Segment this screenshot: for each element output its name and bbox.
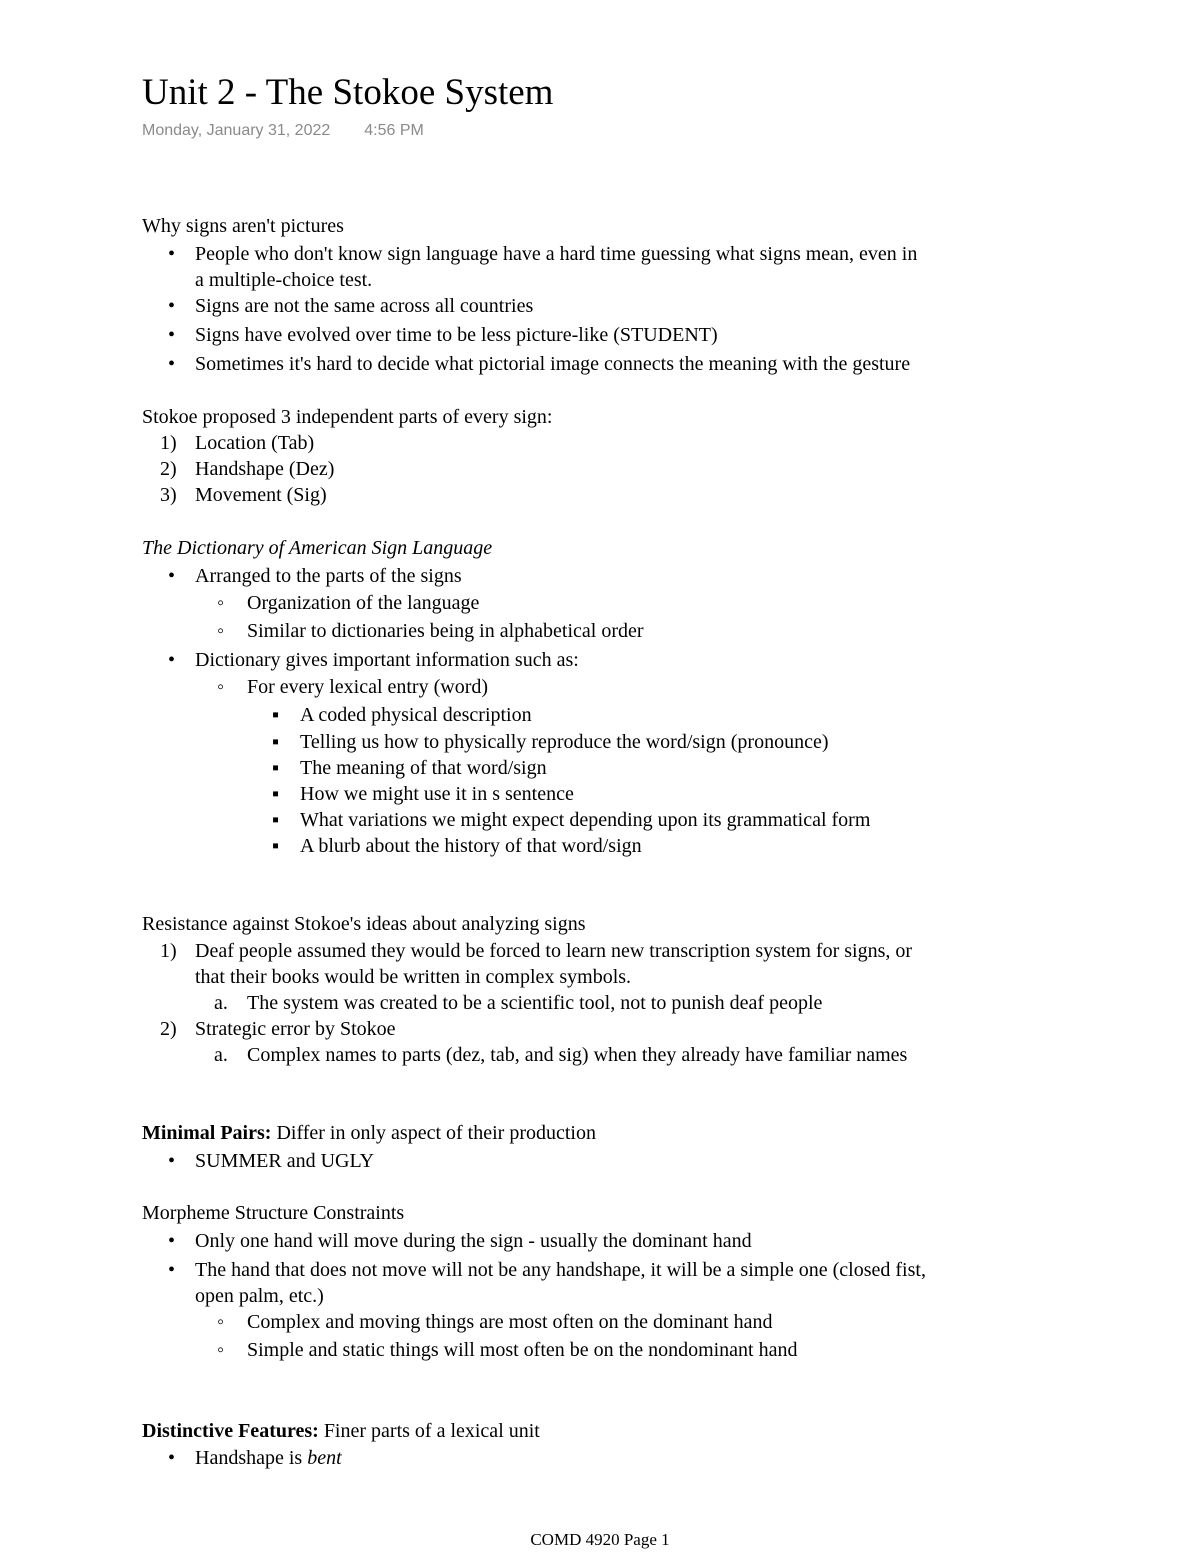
- sub-bullet-marker: [217, 1309, 224, 1335]
- sub-list-item: Complex and moving things are most often on the dominant hand: [247, 1311, 773, 1333]
- square-bullet-marker: [272, 833, 279, 859]
- bullet-marker: [168, 322, 175, 348]
- section-heading-msc: Morpheme Structure Constraints: [142, 1202, 405, 1224]
- bullet-marker: [168, 1228, 175, 1254]
- sub-sub-list-item: A coded physical description: [300, 704, 532, 726]
- section-heading-resistance: Resistance against Stokoe's ideas about analyzing signs: [142, 913, 586, 935]
- list-number: 1): [160, 940, 177, 962]
- page-title: Unit 2 - The Stokoe System: [142, 72, 554, 113]
- list-letter: a.: [214, 992, 228, 1014]
- section-heading-dictionary: The Dictionary of American Sign Language: [142, 537, 493, 559]
- list-item: Only one hand will move during the sign - usually the dominant hand: [195, 1230, 752, 1252]
- list-letter: a.: [214, 1044, 228, 1066]
- list-item: Sometimes it's hard to decide what pictorial image connects the meaning with the gesture: [195, 353, 911, 375]
- list-item: The hand that does not move will not be any handshape, it will be a simple one (closed fist,: [195, 1259, 926, 1281]
- bullet-marker: [168, 1148, 175, 1174]
- list-item: Signs have evolved over time to be less picture-like (STUDENT): [195, 324, 718, 346]
- list-item: Signs are not the same across all countries: [195, 295, 534, 317]
- list-number: 3): [160, 484, 177, 506]
- emphasis-text: bent: [307, 1447, 342, 1469]
- sub-list-item: Similar to dictionaries being in alphabetical order: [247, 620, 644, 642]
- square-bullet-marker: [272, 729, 279, 755]
- list-item-continuation: a multiple-choice test.: [195, 269, 373, 291]
- list-item: Arranged to the parts of the signs: [195, 565, 462, 587]
- sub-bullet-marker: [217, 674, 224, 700]
- sub-list-item: Organization of the language: [247, 592, 480, 614]
- section-heading-why: Why signs aren't pictures: [142, 215, 344, 237]
- term-distinctive-features: Distinctive Features:: [142, 1420, 319, 1442]
- bullet-marker: [168, 1257, 175, 1283]
- list-item: Location (Tab): [195, 432, 315, 454]
- list-item: Strategic error by Stokoe: [195, 1018, 396, 1040]
- list-item: Movement (Sig): [195, 484, 327, 506]
- square-bullet-marker: [272, 702, 279, 728]
- square-bullet-marker: [272, 807, 279, 833]
- list-item: [195, 1445, 342, 1471]
- list-item: Dictionary gives important information such as:: [195, 649, 579, 671]
- list-number: 1): [160, 432, 177, 454]
- definition-distinctive-features: [142, 1418, 540, 1444]
- sub-list-item: Simple and static things will most often be on the nondominant hand: [247, 1339, 798, 1361]
- section-heading-stokoe: Stokoe proposed 3 independent parts of every sign:: [142, 406, 553, 428]
- square-bullet-marker: [272, 781, 279, 807]
- list-number: 2): [160, 1018, 177, 1040]
- definition-minimal-pairs: [142, 1120, 596, 1146]
- bullet-marker: [168, 241, 175, 267]
- sub-bullet-marker: [217, 1337, 224, 1363]
- sub-sub-list-item: Telling us how to physically reproduce the word/sign (pronounce): [300, 731, 829, 753]
- list-item: Handshape (Dez): [195, 458, 335, 480]
- list-item: People who don't know sign language have a hard time guessing what signs mean, even in: [195, 243, 918, 265]
- bullet-marker: [168, 647, 175, 673]
- bullet-marker: [168, 293, 175, 319]
- bullet-marker: [168, 563, 175, 589]
- list-number: 2): [160, 458, 177, 480]
- definition-text: Finer parts of a lexical unit: [318, 1420, 540, 1442]
- sub-bullet-marker: [217, 590, 224, 616]
- list-item: SUMMER and UGLY: [195, 1150, 375, 1172]
- sub-bullet-marker: [217, 618, 224, 644]
- sub-sub-list-item: A blurb about the history of that word/sign: [300, 835, 642, 857]
- bullet-marker: [168, 1445, 175, 1471]
- sub-list-item: Complex names to parts (dez, tab, and sig) when they already have familiar names: [247, 1044, 908, 1066]
- bullet-marker: [168, 351, 175, 377]
- note-timestamp: [142, 122, 424, 140]
- term-minimal-pairs: Minimal Pairs:: [142, 1122, 272, 1144]
- sub-list-item: The system was created to be a scientific tool, not to punish deaf people: [247, 992, 823, 1014]
- square-bullet-marker: [272, 755, 279, 781]
- list-item-continuation: open palm, etc.): [195, 1285, 324, 1307]
- sub-sub-list-item: The meaning of that word/sign: [300, 757, 547, 779]
- definition-text: Differ in only aspect of their production: [271, 1122, 596, 1144]
- sub-sub-list-item: How we might use it in s sentence: [300, 783, 574, 805]
- page-footer: COMD 4920 Page 1: [530, 1530, 670, 1549]
- list-item: Deaf people assumed they would be forced to learn new transcription system for signs, or: [195, 940, 913, 962]
- sub-sub-list-item: What variations we might expect depending upon its grammatical form: [300, 809, 871, 831]
- note-date: Monday, January 31, 2022: [142, 122, 331, 139]
- sub-list-item: For every lexical entry (word): [247, 676, 489, 698]
- note-time: 4:56 PM: [364, 122, 424, 139]
- list-item-text: Handshape is: [195, 1447, 308, 1469]
- list-item-continuation: that their books would be written in complex symbols.: [195, 966, 632, 988]
